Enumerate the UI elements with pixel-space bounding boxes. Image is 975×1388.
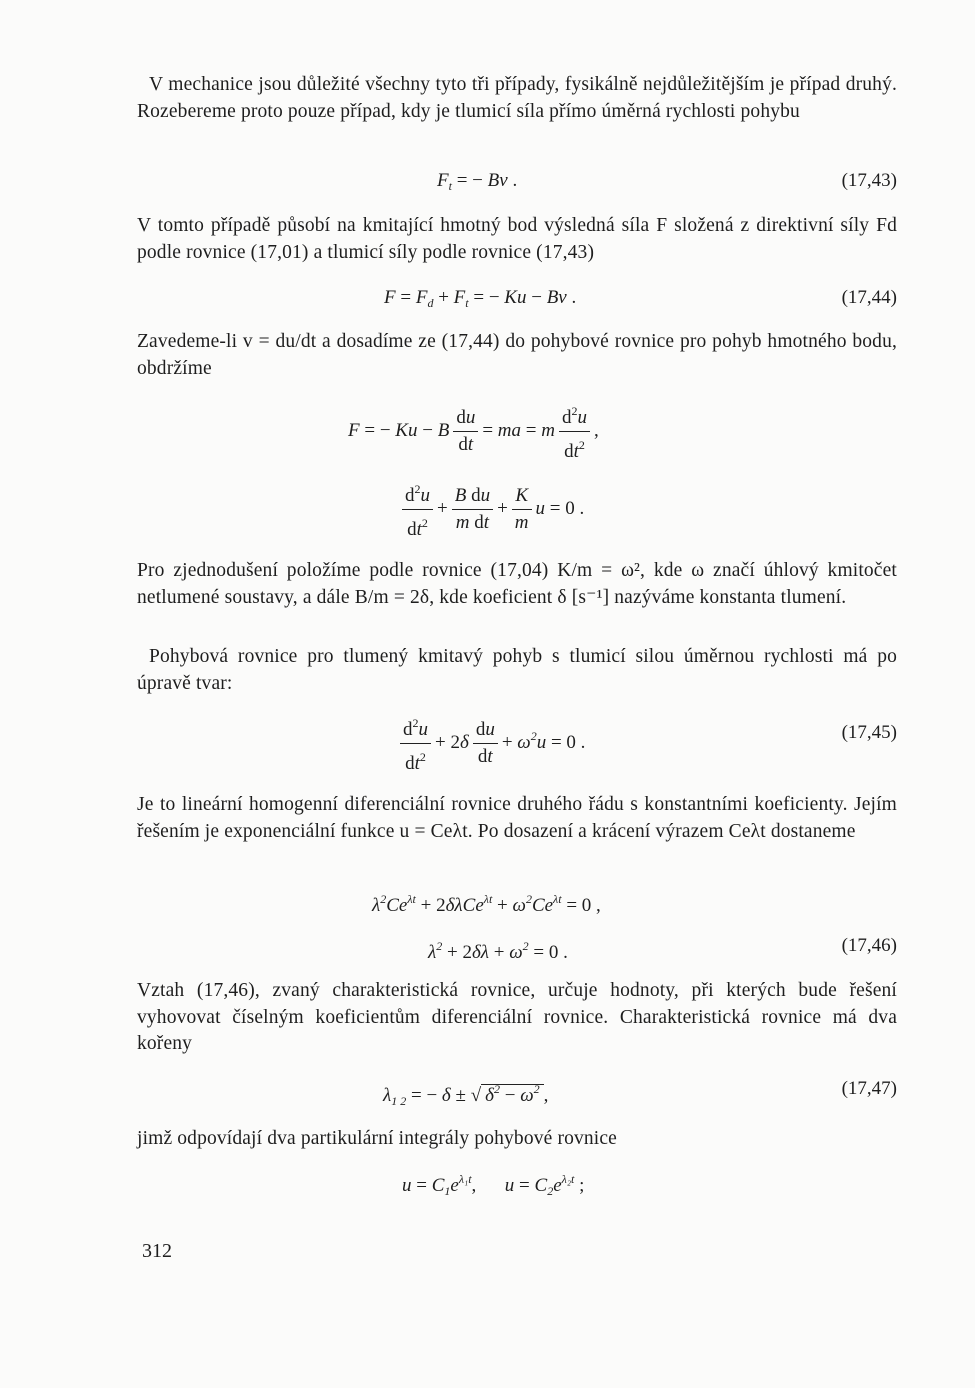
paragraph-5: Pohybová rovnice pro tlumený kmitavý pohyb s tlumicí silou úměrnou rychlosti má po úpravě tvar: <box>137 646 897 694</box>
paragraph-7: Vztah (17,46), zvaný charakteristická rovnice, určuje hodnoty, při kterých bude řešení vyhovovat číselným koeficientům diferenciální rovnice. Charakteristická rovnice má dva kořeny <box>137 980 897 1054</box>
paragraph-6: Je to lineární homogenní diferenciální rovnice druhého řádu s konstantními koeficienty. Jejím řešením je exponenciální funkce u = Ceλt. Po dosazení a krácení výrazem Ceλt dostaneme <box>137 794 897 842</box>
equation-motion-normalized: $\frac{d^2u}{dt^2}$ + $\frac{\text{B du}}{\text{m dt}}$ + $\frac{K}{m}$ u = 0 . <box>398 478 584 541</box>
equation-17-46: $\lambda^2 + 2\delta\lambda + \omega^2 = 0$ . <box>428 939 568 963</box>
equation-number-17-45: (17,45) <box>841 722 897 743</box>
paragraph-1: V mechanice jsou důležité všechny tyto tři případy, fysikálně nejdůležitějším je případ druhý. Rozebereme proto pouze případ, kdy je tlumicí síla přímo úměrná rychlosti pohybu <box>137 74 897 122</box>
equation-substitution: $\lambda^2Ce^{\lambda t} + 2\delta\lambda Ce^{\lambda t} + \omega^2Ce^{\lambda t} = 0$ , <box>372 892 601 916</box>
equation-17-45: $\frac{d^2u}{dt^2}$ + 2δ $\frac{du}{dt}$ + $\omega^2u = 0$ . <box>396 712 585 775</box>
paragraph-2: V tomto případě působí na kmitající hmotný bod výsledná síla F složená z direktivní síly Fd podle rovnice (17,01) a tlumicí síly podle rovnice (17,43) <box>137 215 897 263</box>
paragraph-3: Zavedeme-li v = du/dt a dosadíme ze (17,44) do pohybové rovnice pro pohyb hmotného bodu, obdržíme <box>137 331 897 379</box>
equation-17-47: $\lambda_{1 2}$ = − δ ± √ $\delta^2 - \omega^2$ , <box>383 1082 549 1108</box>
equation-number-17-43: (17,43) <box>841 170 897 191</box>
equation-motion-force: F = − Ku − B $\frac{du}{dt}$ = ma = m $\frac{d^2u}{dt^2}$ , <box>348 400 599 463</box>
equation-number-17-47: (17,47) <box>841 1078 897 1099</box>
equation-number-17-44: (17,44) <box>841 287 897 308</box>
equation-particular-integrals: $u = C_1e^{\lambda_1t}$, $u = C_2e^{\lambda_2t}$ ; <box>402 1172 585 1198</box>
equation-17-44: $F = F_d + F_t$ = − Ku − Bv . <box>384 287 577 310</box>
page-number: 312 <box>142 1240 172 1262</box>
equation-number-17-46: (17,46) <box>841 935 897 956</box>
paragraph-4: Pro zjednodušení položíme podle rovnice (17,04) K/m = ω², kde ω značí úhlový kmitočet netlumené soustavy, a dále B/m = 2δ, kde koeficient δ [s⁻¹] nazýváme konstanta tlumení. <box>137 560 897 608</box>
equation-17-43: $F_t$ = − Bv . <box>437 170 518 193</box>
paragraph-8: jimž odpovídají dva partikulární integrály pohybové rovnice <box>137 1128 617 1149</box>
